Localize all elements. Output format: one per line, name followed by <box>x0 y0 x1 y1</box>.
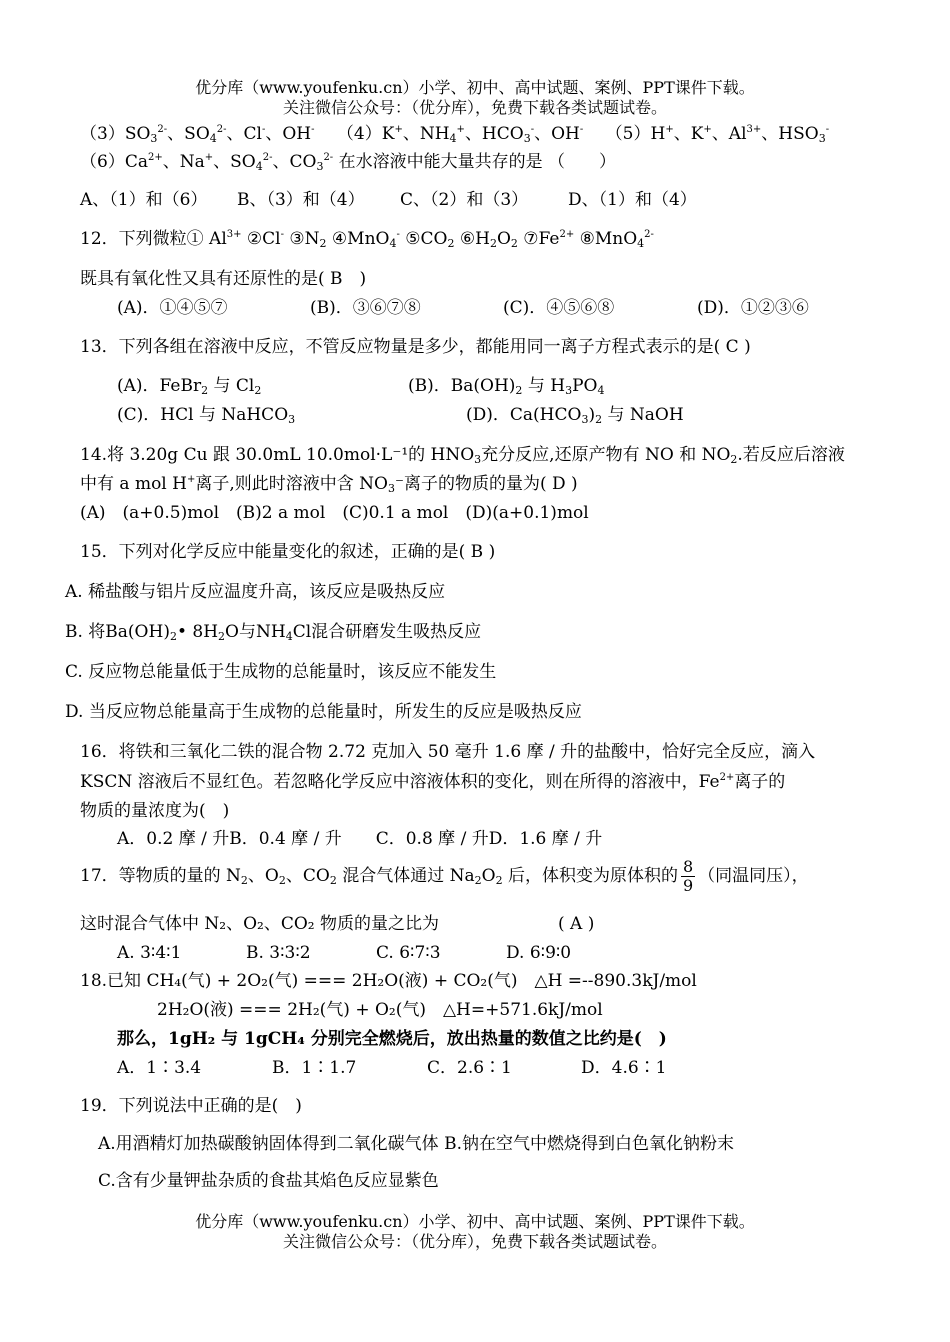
q15-option-a: A. 稀盐酸与铝片反应温度升高，该反应是吸热反应 <box>65 582 446 602</box>
q13-option-b: (B)．$Ba(OH)_2$ 与 $H_3PO_4$ <box>408 376 605 397</box>
q11-option-d: D、（1）和（4） <box>568 190 697 210</box>
q17-options <box>117 942 717 964</box>
q17-fraction <box>681 858 695 895</box>
q12-options <box>117 297 877 319</box>
q11-options <box>80 189 880 211</box>
q16-options: A．0.2 摩 / 升B．0.4 摩 / 升 C．0.8 摩 / 升D．1.6 摩 / 升 <box>117 829 603 849</box>
q11-option-b: B、（3）和（4） <box>237 190 365 210</box>
footer-line-1: 优分库（www.youfenku.cn）小学、初中、高中试题、案例、PPT课件下载。 <box>195 1212 755 1231</box>
q16-stem-2: KSCN 溶液后不显红色。若忽略化学反应中溶液体积的变化，则在所得的溶液中，$Fe^{2+}$离子的 <box>80 772 786 792</box>
q11-question-tail: 在水溶液中能大量共存的是 （ ） <box>333 152 616 172</box>
q19-option-c: C.含有少量钾盐杂质的食盐其焰色反应显紫色 <box>98 1171 439 1191</box>
q12-option-b: (B)．③⑥⑦⑧ <box>310 298 421 318</box>
q15-stem: 15．下列对化学反应中能量变化的叙述，正确的是( B ) <box>80 542 496 562</box>
q13-option-d: (D)．$Ca(HCO_3)_2$ 与 NaOH <box>466 405 684 426</box>
q17-fraction-numerator: 8 <box>682 857 694 876</box>
q17-stem-tail: （同温同压）， <box>698 866 809 886</box>
q18-equation-2: 2H₂O(液) === 2H₂(气) + O₂(气) △H=+571.6kJ/mol <box>157 1000 603 1020</box>
q16-stem-3: 物质的量浓度为( ) <box>80 801 230 821</box>
q12-stem-text: 12．下列微粒 <box>80 229 187 249</box>
q14-options: (A) (a+0.5)mol (B)2 a mol (C)0.1 a mol (D)(a+0.1)mol <box>80 503 589 523</box>
q11-option-c: C、（2）和（3） <box>400 190 529 210</box>
q11-option-a: A、（1）和（6） <box>80 190 208 210</box>
q11-group-6-label: （6） <box>80 152 125 172</box>
q18-option-b: B．1∶1.7 <box>272 1058 357 1078</box>
q13-option-a: (A)．FeBr$_2$ 与 $Cl_2$ <box>117 376 262 397</box>
q18-option-a: A．1∶3.4 <box>117 1058 202 1078</box>
q16-stem-2a: KSCN 溶液后不显红色。若忽略化学反应中溶液体积的变化，则在所得的溶液中，Fe <box>80 772 720 792</box>
q12-stem: 12．下列微粒① $Al^{3+}$ ②Cl- $③N_2$ ④MnO$_4$- $⑤CO_2$ $⑥H_2O_2$ $⑦Fe^{2+}$ ⑧MnO$_4^{2-}$ <box>80 229 654 250</box>
q15-option-b: B. 将$Ba(OH)_2•$ $8H_2O$与$NH_4Cl$混合研磨发生吸热反应 <box>65 622 482 643</box>
q14-stem-2c: ⁻离子的物质的量为( D ) <box>394 474 578 494</box>
q17-stem-1: 17．等物质的量的 $N_2$、$O_2$、$CO_2$ 混合气体通过 $Na_2O_2$ 后，体积变为原体积的 $\frac{8}{9}$ （同温同压）， <box>80 857 809 895</box>
q14-stem-2: 中有 a mol H+离子,则此时溶液中含 $NO_3^-$离子的物质的量为( D ) <box>80 474 578 495</box>
q12-option-a: (A)．①④⑤⑦ <box>117 298 228 318</box>
footer-line-2: 关注微信公众号：（优分库），免费下载各类试题试卷。 <box>282 1232 667 1251</box>
q17-fraction-denominator: 9 <box>682 876 694 895</box>
q19-options-ab: A.用酒精灯加热碳酸钠固体得到二氧化碳气体 B.钠在空气中燃烧得到白色氧化钠粉末 <box>98 1134 734 1154</box>
q11-group-5-label: （5） <box>605 124 651 144</box>
header-line-2: 关注微信公众号：（优分库），免费下载各类试题试卷。 <box>282 98 667 117</box>
q14-stem-1c: .若反应后溶液 <box>737 445 845 465</box>
q18-question: 那么，1gH₂ 与 1gCH₄ 分别完全燃烧后，放出热量的数值之比约是( ) <box>117 1029 667 1049</box>
q11-group-3-label: （3） <box>80 124 125 144</box>
q16-stem-1: 16．将铁和三氧化二铁的混合物 2.72 克加入 50 毫升 1.6 摩 / 升的盐酸中，恰好完全反应，滴入 <box>80 742 816 762</box>
q14-stem-1a: 14.将 3.20g Cu 跟 30.0mL 10.0mol·L⁻¹的 HNO <box>80 445 475 465</box>
q13-stem: 13．下列各组在溶液中反应，不管反应物量是多少，都能用同一离子方程式表示的是( C ) <box>80 337 751 357</box>
q12-stem-2: 既具有氧化性又具有还原性的是( B ) <box>80 269 367 289</box>
q14-stem-1: 14.将 3.20g Cu 跟 30.0mL 10.0mol·L⁻¹的 $HNO_3$充分反应,还原产物有 NO 和 $NO_2$.若反应后溶液 <box>80 445 845 466</box>
q13-option-c: (C)．HCl 与 NaHCO$_3$ <box>117 405 296 426</box>
q17-option-a: A. 3∶4∶1 <box>117 943 182 963</box>
q17-stem-2: 这时混合气体中 N₂、O₂、CO₂ 物质的量之比为 ( A ) <box>80 914 595 934</box>
q18-option-c: C．2.6∶1 <box>427 1058 512 1078</box>
q18-option-d: D．4.6∶1 <box>581 1058 667 1078</box>
q11-group-4-label: （4） <box>336 124 382 144</box>
q12-option-d: (D)．①②③⑥ <box>697 298 809 318</box>
q19-stem: 19．下列说法中正确的是( ) <box>80 1096 302 1116</box>
q17-option-c: C. 6∶7∶3 <box>376 943 441 963</box>
q14-stem-2b: 离子,则此时溶液中含 NO <box>195 474 388 494</box>
q15-option-d: D. 当反应物总能量高于生成物的总能量时，所发生的反应是吸热反应 <box>65 702 582 722</box>
q11-ion-group-6-line: $(6)Ca^{2+}$、Na+、$SO_4^{2-}$、$CO_3^{2-}$ 在水溶液中能大量共存的是 （ ） <box>80 152 616 173</box>
q12-option-c: (C)．④⑤⑥⑧ <box>503 298 615 318</box>
q15-option-c: C. 反应物总能量低于生成物的总能量时，该反应不能发生 <box>65 662 497 682</box>
q11-ion-groups-line: $(3)SO_3^{2-}$、$SO_4^{2-}$、Cl-、OH- （4）K+、$NH_4^+$、$HCO_3^-$、OH- （5）H+、K+、$Al^{3+}$、$HSO_3^-$ <box>80 124 830 145</box>
q17-option-b: B. 3∶3∶2 <box>246 943 311 963</box>
q18-equation-1: 18.已知 CH₄(气) + 2O₂(气) === 2H₂O(液) + CO₂(气) △H =--890.3kJ/mol <box>80 971 697 991</box>
header-line-1: 优分库（www.youfenku.cn）小学、初中、高中试题、案例、PPT课件下载。 <box>195 78 755 97</box>
q14-stem-2a: 中有 a mol H <box>80 474 187 494</box>
q14-stem-1b: 充分反应,还原产物有 NO 和 NO <box>481 445 731 465</box>
q16-stem-2b: 离子的 <box>734 772 786 792</box>
q18-options <box>117 1057 757 1079</box>
q17-option-d: D. 6∶9∶0 <box>506 943 572 963</box>
